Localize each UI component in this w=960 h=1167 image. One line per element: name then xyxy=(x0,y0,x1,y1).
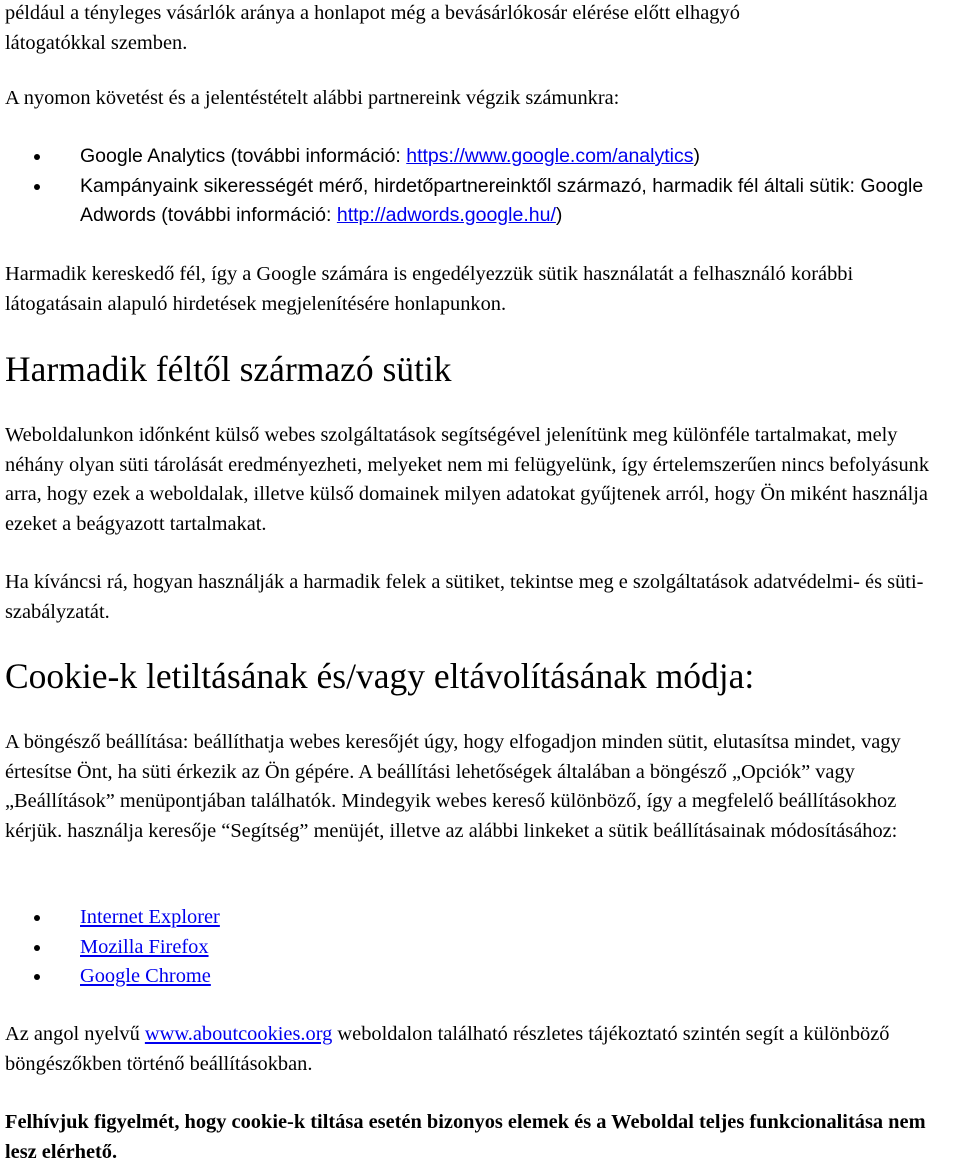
warning-text: Felhívjuk figyelmét, hogy cookie-k tiltása esetén bizonyos elemek és a Weboldal teljes funkcionalitása nem lesz elérhető. xyxy=(5,1111,926,1163)
internet-explorer-link[interactable]: Internet Explorer xyxy=(80,906,220,928)
partner-item-analytics xyxy=(5,142,940,172)
bullet-icon xyxy=(34,974,40,980)
partners-intro xyxy=(5,84,960,114)
partner-prefix: Google Analytics (további információ: xyxy=(80,145,407,167)
adwords-link[interactable]: http://adwords.google.hu/ xyxy=(336,204,556,226)
browser-paragraph xyxy=(5,728,955,846)
bullet-icon xyxy=(34,915,40,921)
heading-third-party-block xyxy=(5,349,960,389)
browser-link-item xyxy=(5,962,960,992)
intro-paragraph xyxy=(5,0,960,58)
browser-link-item xyxy=(5,903,960,933)
analytics-link[interactable]: https://www.google.com/analytics xyxy=(406,145,694,167)
partner-prefix: Kampányaink sikerességét mérő, hirdetőpartnereinktől származó, harmadik fél általi sütik: Google Adwords (további információ: xyxy=(80,174,924,226)
google-chrome-link[interactable]: Google Chrome xyxy=(80,965,211,987)
partner-suffix: ) xyxy=(555,204,563,226)
aboutcookies-paragraph xyxy=(5,1020,940,1079)
bullet-icon xyxy=(34,154,40,160)
aboutcookies-prefix: Az angol nyelvű xyxy=(5,1023,145,1045)
partners-list xyxy=(5,142,940,231)
embedded-paragraph xyxy=(5,421,958,539)
warning-paragraph xyxy=(5,1108,935,1167)
partners-intro-text: A nyomon követést és a jelentéstételt alábbi partnereink végzik számunkra: xyxy=(5,87,620,109)
heading-third-party: Harmadik féltől származó sütik xyxy=(5,349,452,389)
partner-suffix: ) xyxy=(693,145,700,167)
heading-disable: Cookie-k letiltásának és/vagy eltávolításának módja: xyxy=(5,656,755,696)
mozilla-firefox-link[interactable]: Mozilla Firefox xyxy=(80,935,209,958)
aboutcookies-link[interactable]: www.aboutcookies.org xyxy=(144,1023,333,1045)
embedded-text: Weboldalunkon időnként külső webes szolgáltatások segítségével jelenítünk meg különféle tartalmakat, mely néhány olyan süti tárolását eredményezheti, melyeket nem mi felügyelünk, így értelemszerűen nincs befolyásunk arra, hogy ezek a weboldalak, illetve külső domainek milyen adatokat gyűjtenek arról, hogy Ön miként használja ezeket a beágyazott tartalmakat. xyxy=(5,424,930,535)
partner-item-adwords xyxy=(5,172,940,231)
third-party-text: Harmadik kereskedő fél, így a Google számára is engedélyezzük sütik használatát a felhasználó korábbi látogatásain alapuló hirdetések megjelenítésére honlapunkon. xyxy=(5,263,854,315)
intro-line-2: látogatókkal szemben. xyxy=(5,31,188,54)
intro-line-1: például a tényleges vásárlók aránya a honlapot még a bevásárlókosár elérése előtt elhagyó xyxy=(5,2,740,24)
browser-text: A böngésző beállítása: beállíthatja webes keresőjét úgy, hogy elfogadjon minden sütit, elutasítsa mindet, vagy értesítse Önt, ha süti érkezik az Ön gépére. A beállítási lehetőségek általában a böngésző „Opciók” vagy „Beállítások” menüpontjában találhatók. Mindegyik webes kereső különböző, így a megfelelő beállításokhoz kérjük. használja keresője “Segítség” menüjét, illetve az alábbi linkeket a sütik beállításainak módosításához: xyxy=(5,731,901,842)
third-party-paragraph xyxy=(5,260,935,319)
curious-text: Ha kíváncsi rá, hogyan használják a harmadik felek a sütiket, tekintse meg e szolgáltatások adatvédelmi- és süti-szabályzatát. xyxy=(5,571,924,623)
heading-disable-block xyxy=(5,656,960,696)
aboutcookies-suffix: weboldalon található részletes tájékoztató szintén segít a különböző böngészőkben történő beállításokban. xyxy=(5,1023,890,1075)
browser-links-list xyxy=(5,903,960,992)
browser-link-item xyxy=(5,933,960,963)
bullet-icon xyxy=(34,945,40,951)
curious-paragraph xyxy=(5,568,955,627)
bullet-icon xyxy=(34,184,40,190)
